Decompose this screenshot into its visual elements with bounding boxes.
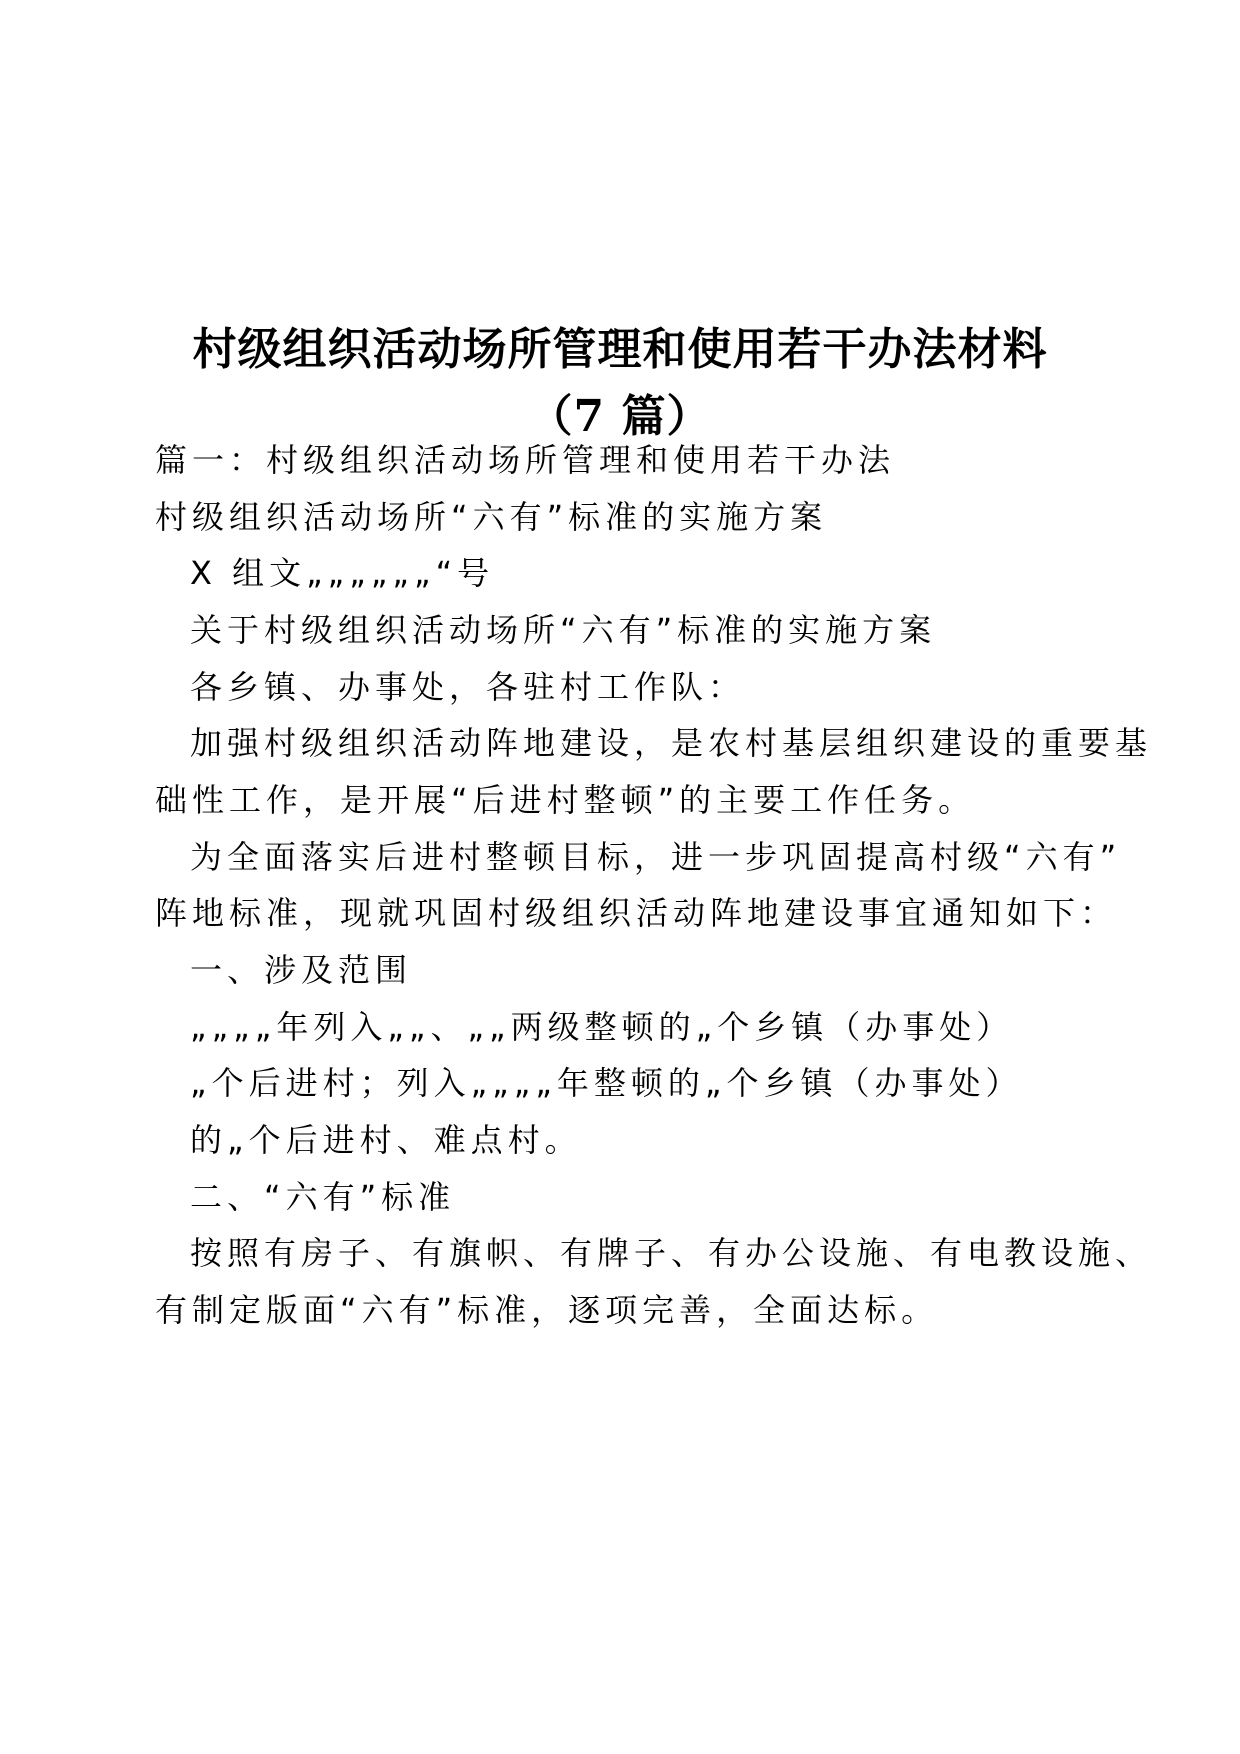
paragraph-line: 按照有房子、有旗帜、有牌子、有办公设施、有电教设施、 [190, 1234, 1153, 1272]
paragraph-line: „„„„年列入„„、„„两级整顿的„个乡镇（办事处） [190, 1008, 1014, 1046]
paragraph-line: 阵地标准，现就巩固村级组织活动阵地建设事宜通知如下： [155, 894, 1118, 932]
plan-title: 村级组织活动场所“六有”标准的实施方案 [155, 498, 828, 536]
document-number: X 组文„„„„„„“号 [190, 554, 495, 592]
paragraph-line: 础性工作，是开展“后进村整顿”的主要工作任务。 [155, 781, 976, 819]
paragraph-line: 的„个后进村、难点村。 [190, 1121, 582, 1159]
document-title: 村级组织活动场所管理和使用若干办法材料 [192, 324, 1048, 375]
paragraph-line: 为全面落实后进村整顿目标，进一步巩固提高村级“六有” [190, 838, 1122, 876]
section-heading: 一、涉及范围 [190, 951, 413, 989]
document-title-count: （7 篇） [528, 391, 712, 442]
section-heading: 二、“六有”标准 [190, 1178, 456, 1216]
paragraph-line: „个后进村；列入„„„„年整顿的„个乡镇（办事处） [190, 1064, 1023, 1102]
notice-title: 关于村级组织活动场所“六有”标准的实施方案 [190, 611, 937, 649]
section-heading: 篇一：村级组织活动场所管理和使用若干办法 [155, 441, 896, 479]
paragraph-line: 加强村级组织活动阵地建设，是农村基层组织建设的重要基 [190, 724, 1153, 762]
recipients: 各乡镇、办事处，各驻村工作队： [190, 668, 746, 706]
paragraph-line: 有制定版面“六有”标准，逐项完善，全面达标。 [155, 1291, 939, 1329]
